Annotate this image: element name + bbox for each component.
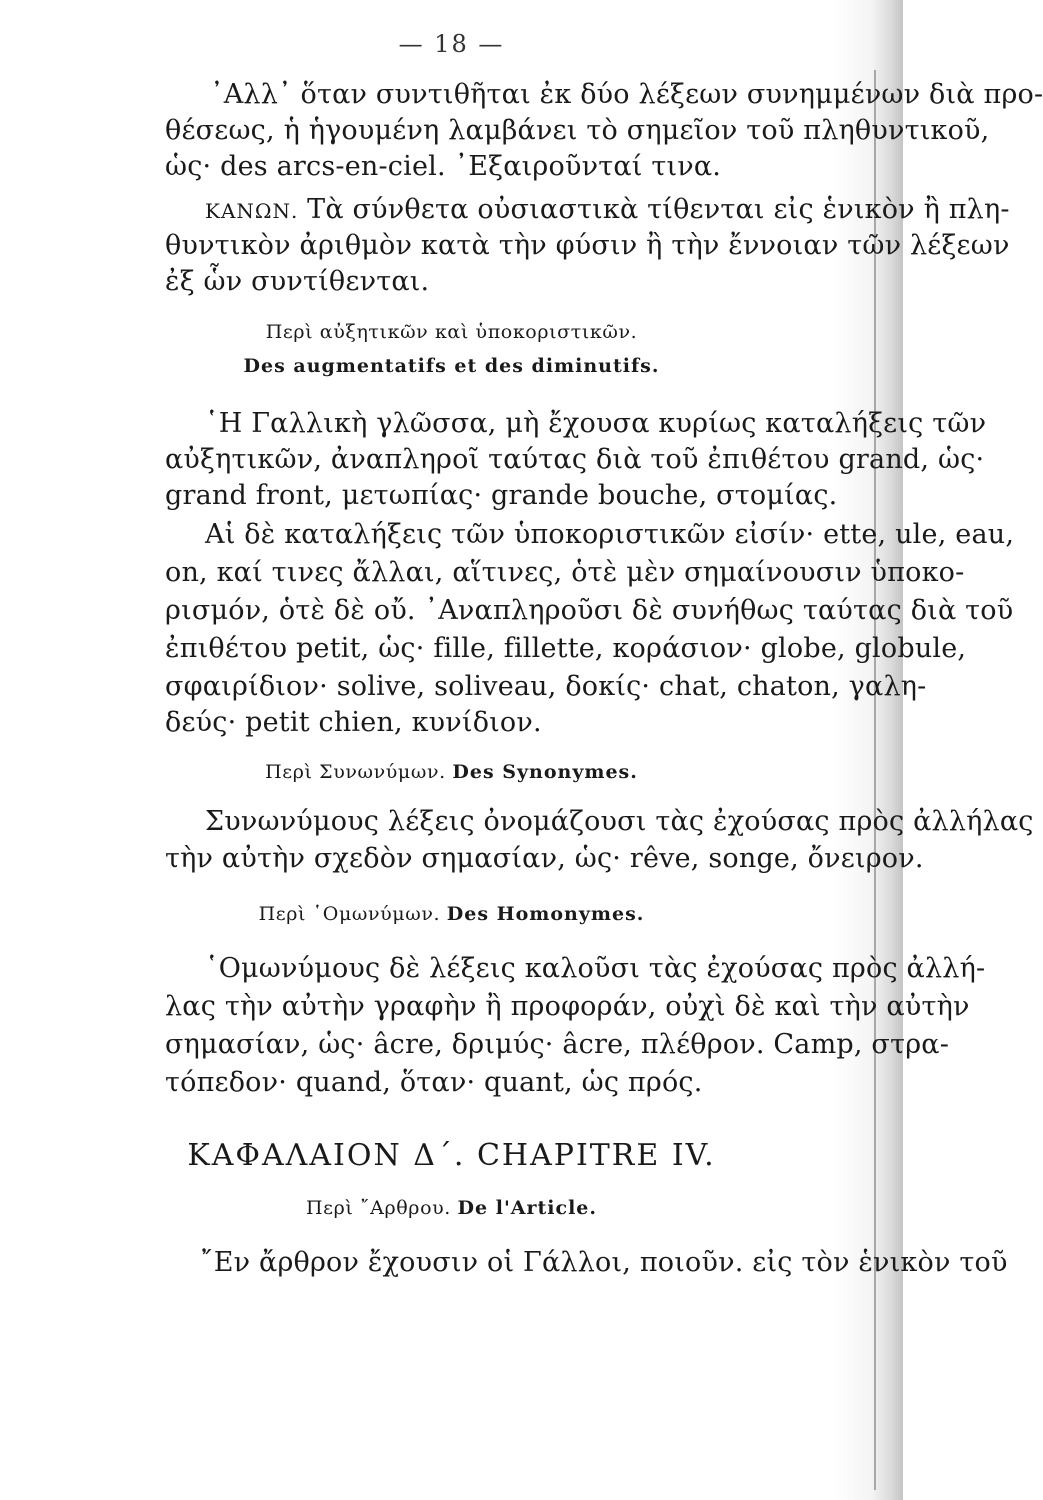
text-line: σφαιρίδιον· solive, soliveau, δοκίς· chat, chaton, γαλη- [165, 671, 927, 702]
page-number: — 18 — [398, 30, 505, 58]
text-line: ῾Η Γαλλικὴ γλῶσσα, μὴ ἔχουσα κυρίως καταλήξεις τῶν [205, 408, 987, 439]
text-line: Αἱ δὲ καταλήξεις τῶν ὑποκοριστικῶν εἰσίν· ette, ule, eau, [205, 519, 1015, 550]
section-heading-french: Des Homonymes. [446, 903, 645, 925]
kanon-line [205, 193, 1010, 228]
text-line: grand front, μετωπίας· grande bouche, στομίας. [165, 480, 838, 511]
text-line: ὡς· des arcs-en-ciel. ᾿Εξαιροῦνταί τινα. [165, 151, 722, 182]
text-line: δεύς· petit chien, κυνίδιον. [165, 707, 542, 738]
section-heading-greek: Περὶ ῎Αρθρου. [306, 1197, 451, 1219]
section-heading-french: Des Synonymes. [452, 761, 638, 783]
text-line: σημασίαν, ὡς· âcre, δριμύς· âcre, πλέθρον. Camp, στρα- [165, 1029, 950, 1060]
section-heading-french: Des augmentatifs et des diminutifs. [243, 355, 660, 377]
section-heading-greek: Περὶ ῾Ομωνύμων. [258, 903, 441, 925]
text-line: θέσεως, ἡ ἡγουμένη λαμβάνει τὸ σημεῖον τοῦ πληθυντικοῦ, [165, 115, 990, 146]
section-heading-greek: Περὶ Συνωνύμων. [265, 761, 446, 783]
kanon-label: ΚΑΝΩΝ. [205, 199, 299, 223]
section-heading [0, 902, 903, 926]
section-heading-greek: Περὶ αὐξητικῶν καὶ ὑποκοριστικῶν. [265, 321, 638, 343]
section-heading-french: De l'Article. [457, 1197, 597, 1219]
text-line: ἐπιθέτου petit, ὡς· fille, fillette, κοράσιον· globe, globule, [165, 633, 967, 664]
text-line: ἐξ ὧν συντίθενται. [165, 266, 430, 297]
text-line: θυντικὸν ἀριθμὸν κατὰ τὴν φύσιν ἢ τὴν ἔννοιαν τῶν λέξεων [165, 230, 1010, 261]
text-line: τὴν αὐτὴν σχεδὸν σημασίαν, ὡς· rêve, songe, ὄνειρον. [165, 843, 924, 874]
section-heading [0, 1196, 903, 1220]
text-line: Συνωνύμους λέξεις ὀνομάζουσι τὰς ἐχούσας πρὸς ἀλλήλας [205, 806, 1034, 837]
text-line: λας τὴν αὐτὴν γραφὴν ἢ προφοράν, οὐχὶ δὲ καὶ τὴν αὐτὴν [165, 991, 970, 1022]
text-line: ρισμόν, ὁτὲ δὲ οὔ. ᾿Αναπληροῦσι δὲ συνήθως ταύτας διὰ τοῦ [165, 595, 1014, 626]
text-line: ῎Εν ἄρθρον ἔχουσιν οἱ Γάλλοι, ποιοῦν. εἰς τὸν ἑνικὸν τοῦ [200, 1247, 1008, 1278]
text-line: ᾿Αλλ᾿ ὅταν συντιθῆται ἐκ δύο λέξεων συνημμένων διὰ προ- [210, 79, 1043, 110]
kanon-text: Τὰ σύνθετα οὐσιαστικὰ τίθενται εἰς ἑνικὸν ἢ πλη- [307, 194, 1010, 225]
text-line: τόπεδον· quand, ὅταν· quant, ὡς πρός. [165, 1067, 703, 1098]
text-line: on, καί τινες ἄλλαι, αἵτινες, ὁτὲ μὲν σημαίνουσιν ὑποκο- [165, 557, 965, 588]
text-line: αὐξητικῶν, ἀναπληροῖ ταύτας διὰ τοῦ ἐπιθέτου grand, ὡς· [165, 444, 985, 475]
chapter-heading: ΚΑΦΑΛΑΙΟΝ Δ΄. CHAPITRE IV. [187, 1138, 716, 1173]
text-line: ῾Ομωνύμους δὲ λέξεις καλοῦσι τὰς ἐχούσας πρὸς ἀλλή- [205, 953, 986, 984]
section-heading [0, 760, 903, 784]
